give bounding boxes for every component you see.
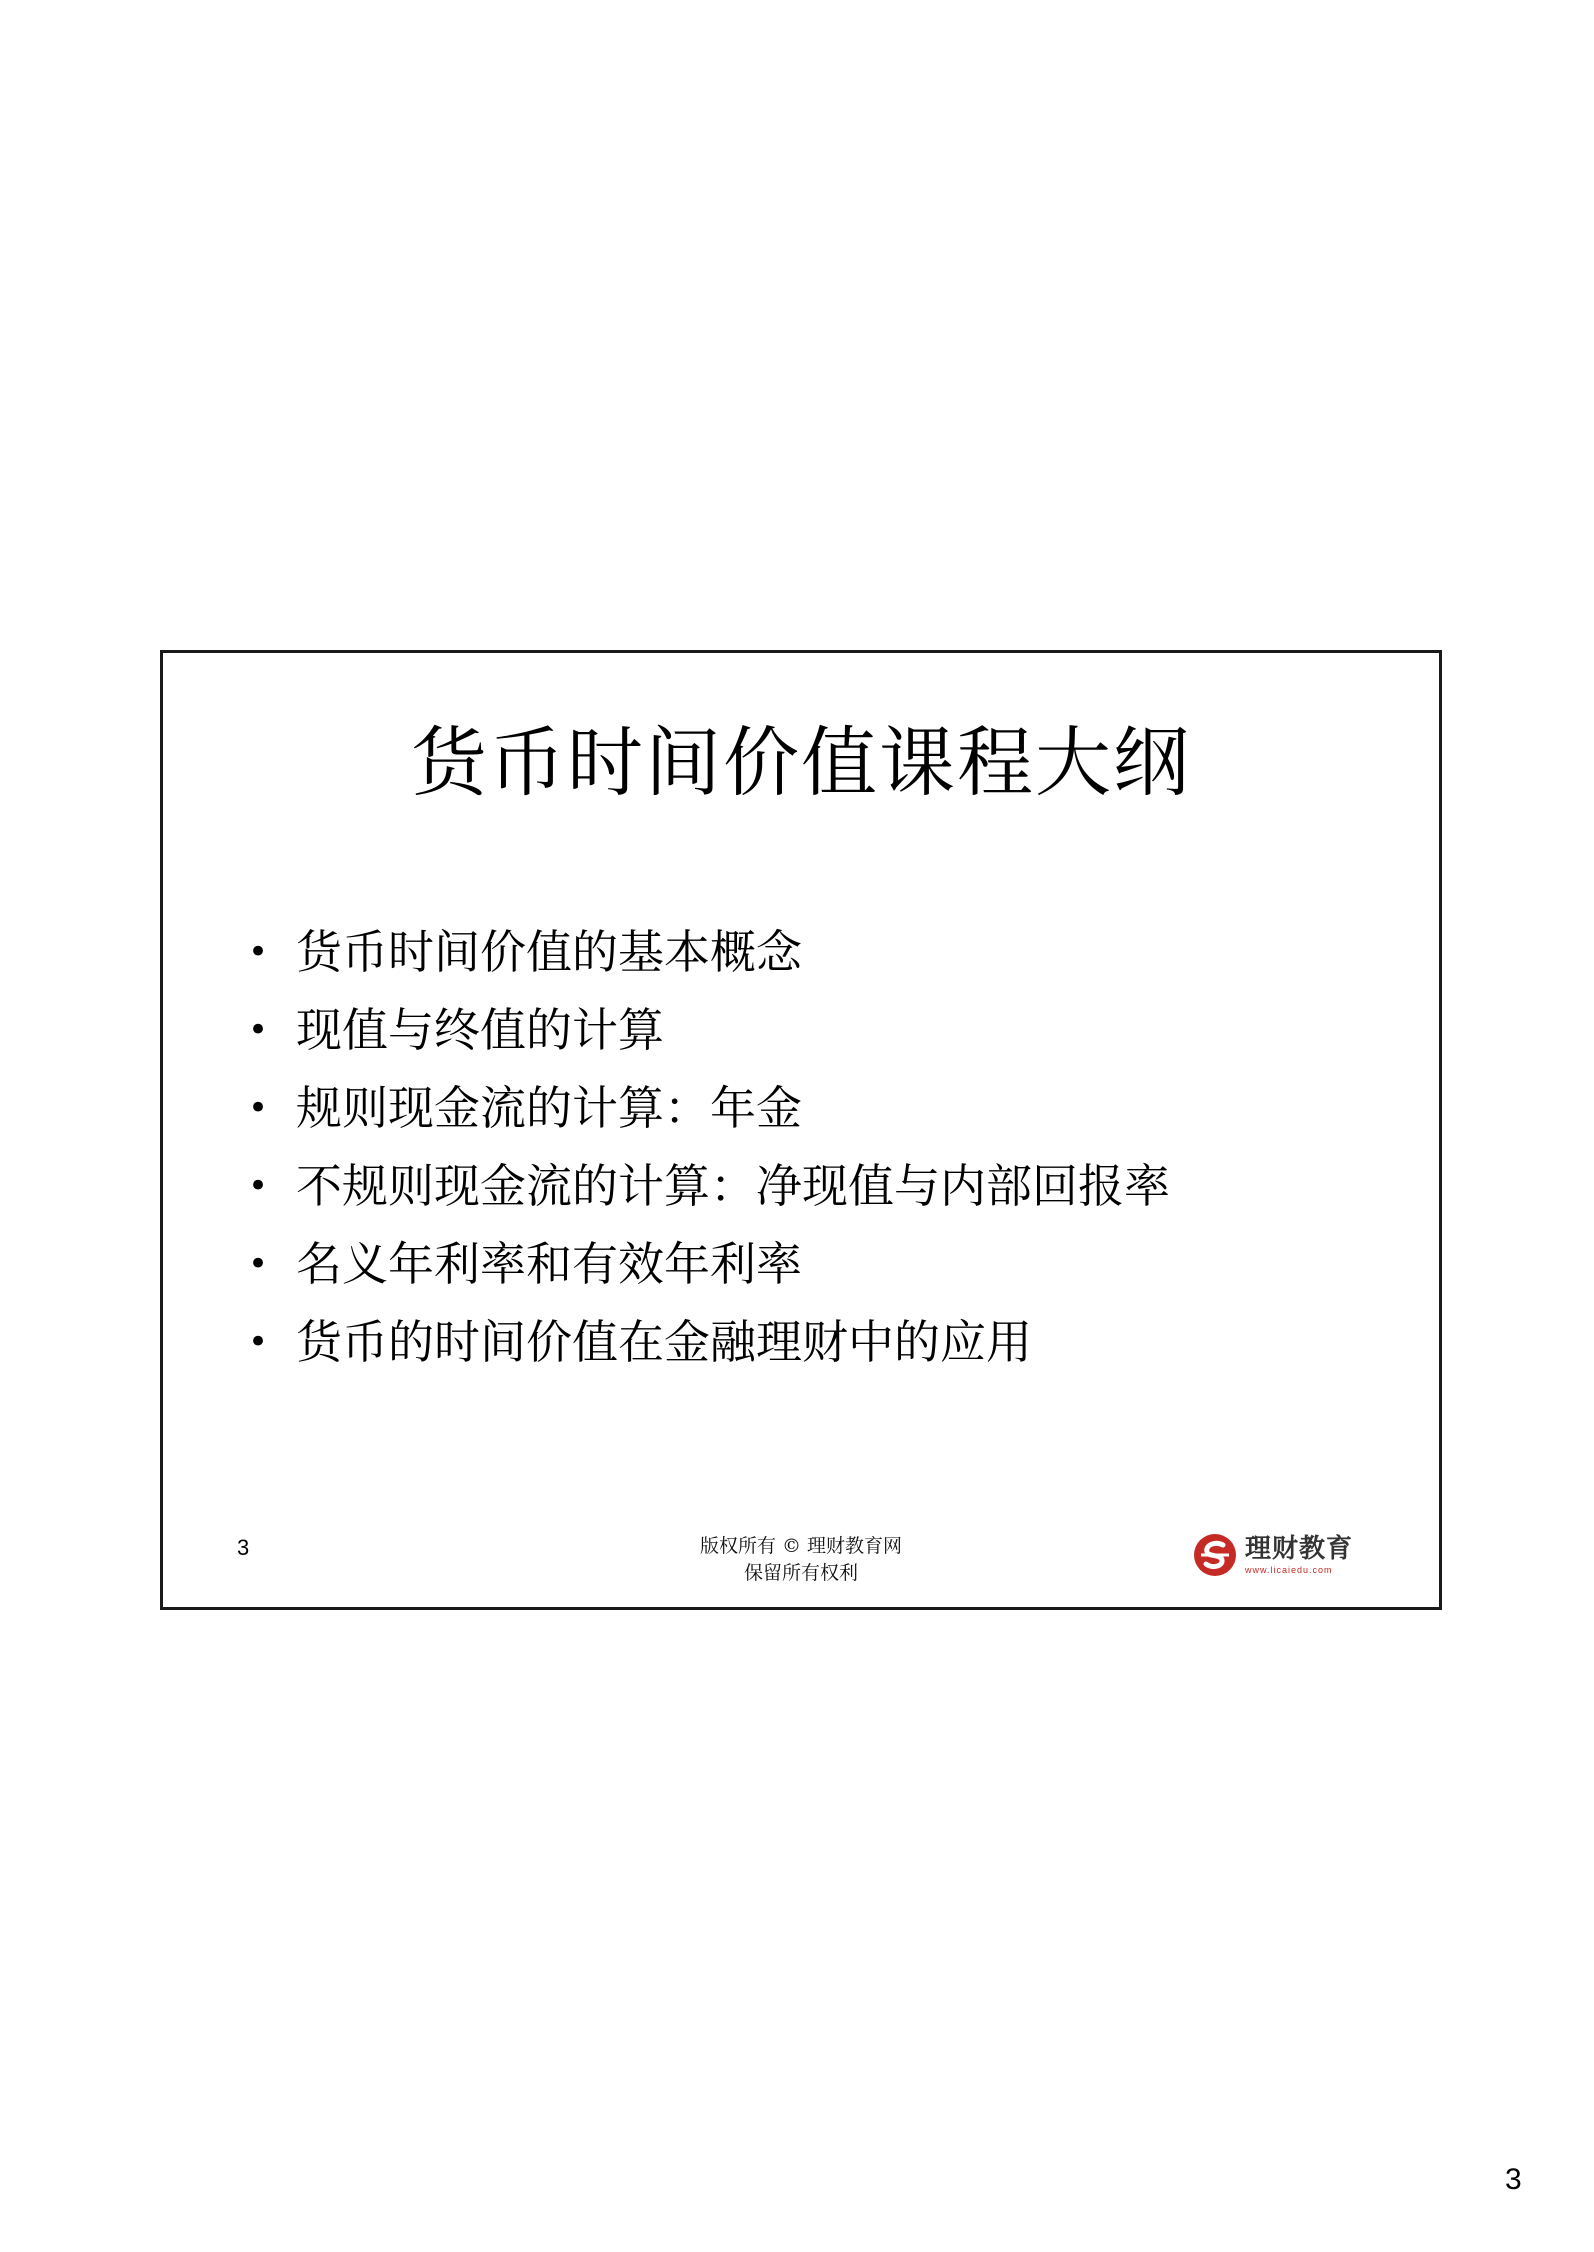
bullet-text: 货币时间价值的基本概念 xyxy=(296,925,802,979)
page-number: 3 xyxy=(1505,2163,1522,2196)
list-item xyxy=(248,1147,1170,1225)
list-item xyxy=(248,991,1170,1069)
bullet-icon: • xyxy=(248,1322,269,1362)
bullet-icon: • xyxy=(248,1166,269,1206)
bullet-icon: • xyxy=(248,1088,269,1128)
bullet-text: 名义年利率和有效年利率 xyxy=(296,1237,802,1291)
slide-frame xyxy=(160,650,1442,1610)
bullet-text: 不规则现金流的计算：净现值与内部回报率 xyxy=(296,1159,1170,1213)
bullet-icon: • xyxy=(248,932,269,972)
logo xyxy=(1193,1533,1353,1577)
logo-url: www.licaiedu.com xyxy=(1245,1564,1333,1575)
bullet-text: 现值与终值的计算 xyxy=(296,1003,664,1057)
bullet-list xyxy=(248,913,1170,1381)
list-item xyxy=(248,1069,1170,1147)
bullet-text: 规则现金流的计算：年金 xyxy=(296,1081,802,1135)
licaiedu-logo-icon xyxy=(1193,1533,1237,1577)
bullet-icon: • xyxy=(248,1244,269,1284)
bullet-icon: • xyxy=(248,1010,269,1050)
copyright-line: 版权所有 © 理财教育网 xyxy=(699,1535,903,1557)
bullet-text: 货币的时间价值在金融理财中的应用 xyxy=(296,1315,1032,1369)
slide-number: 3 xyxy=(237,1535,250,1560)
list-item xyxy=(248,1303,1170,1381)
list-item xyxy=(248,1225,1170,1303)
list-item xyxy=(248,913,1170,991)
rights-line: 保留所有权利 xyxy=(743,1562,858,1584)
slide-title: 货币时间价值课程大纲 xyxy=(411,718,1191,807)
logo-name: 理财教育 xyxy=(1245,1533,1354,1564)
